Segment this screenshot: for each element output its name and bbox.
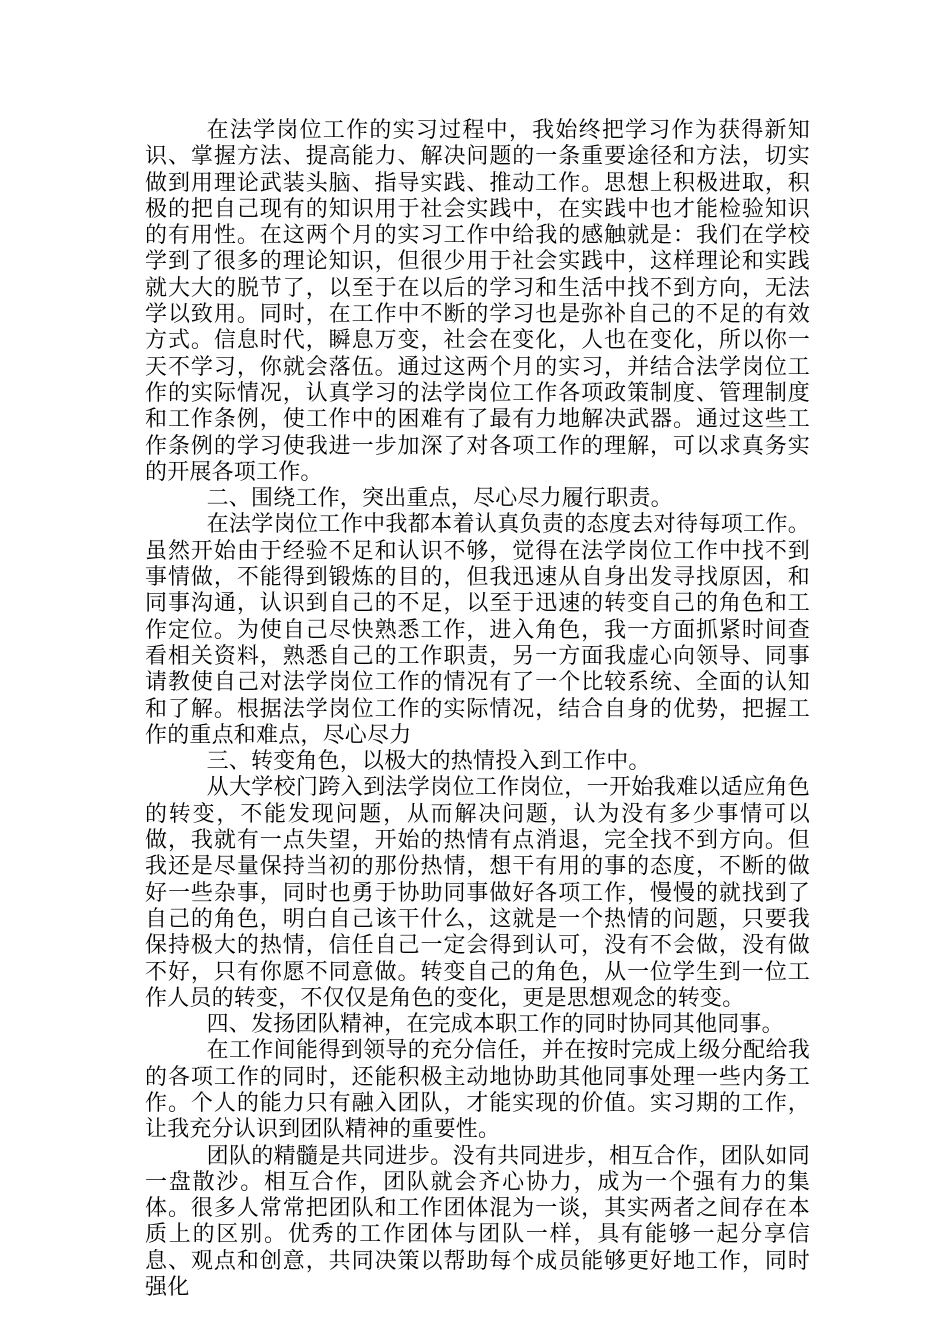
section-heading-3: 三、转变角色，以极大的热情投入到工作中。 xyxy=(206,749,651,775)
paragraph-team-essence: 团队的精髓是共同进步。没有共同进步，相互合作，团队如同一盘散沙。相互合作，团队就会齐心协力，成为一个强有力的集体。很多人常常把团队和工作团体混为一谈，其实两者之间存在本质上的区别。优秀的工作团体与团队一样，具有能够一起分享信息、观点和创意，共同决策以帮助每个成员能够更好地工作，同时强化 xyxy=(145,1143,810,1301)
paragraph-role-change: 从大学校门跨入到法学岗位工作岗位，一开始我难以适应角色的转变，不能发现问题，从而解决问题，认为没有多少事情可以做，我就有一点失望，开始的热情有点消退，完全找不到方向。但我还是尽量保持当初的那份热情，想干有用的事的态度，不断的做好一些杂事，同时也勇于协助同事做好各项工作，慢慢的就找到了自己的角色，明白自己该干什么，这就是一个热情的问题，只要我保持极大的热情，信任自己一定会得到认可，没有不会做，没有做不好，只有你愿不同意做。转变自己的角色，从一位学生到一位工作人员的转变，不仅仅是角色的变化，更是思想观念的转变。 xyxy=(145,775,810,1011)
paragraph-teamwork: 在工作间能得到领导的充分信任，并在按时完成上级分配给我的各项工作的同时，还能积极主动地协助其他同事处理一些内务工作。个人的能力只有融入团队，才能实现的价值。实习期的工作，让我充分认识到团队精神的重要性。 xyxy=(145,1038,810,1143)
section-heading-4: 四、发扬团队精神，在完成本职工作的同时协同其他同事。 xyxy=(206,1012,784,1038)
section-heading-2: 二、围绕工作，突出重点，尽心尽力履行职责。 xyxy=(206,486,673,512)
document-body xyxy=(145,118,810,1301)
paragraph-duties: 在法学岗位工作中我都本着认真负责的态度去对待每项工作。虽然开始由于经验不足和认识不够，觉得在法学岗位工作中找不到事情做，不能得到锻炼的目的，但我迅速从自身出发寻找原因，和同事沟通，认识到自己的不足，以至于迅速的转变自己的角色和工作定位。为使自己尽快熟悉工作，进入角色，我一方面抓紧时间查看相关资料，熟悉自己的工作职责，另一方面我虚心向领导、同事请教使自己对法学岗位工作的情况有了一个比较系统、全面的认知和了解。根据法学岗位工作的实际情况，结合自身的优势，把握工作的重点和难点，尽心尽力 xyxy=(145,512,810,748)
paragraph-learning: 在法学岗位工作的实习过程中，我始终把学习作为获得新知识、掌握方法、提高能力、解决问题的一条重要途径和方法，切实做到用理论武装头脑、指导实践、推动工作。思想上积极进取，积极的把自己现有的知识用于社会实践中，在实践中也才能检验知识的有用性。在这两个月的实习工作中给我的感触就是：我们在学校学到了很多的理论知识，但很少用于社会实践中，这样理论和实践就大大的脱节了，以至于在以后的学习和生活中找不到方向，无法学以致用。同时，在工作中不断的学习也是弥补自己的不足的有效方式。信息时代，瞬息万变，社会在变化，人也在变化，所以你一天不学习，你就会落伍。通过这两个月的实习，并结合法学岗位工作的实际情况，认真学习的法学岗位工作各项政策制度、管理制度和工作条例，使工作中的困难有了最有力地解决武器。通过这些工作条例的学习使我进一步加深了对各项工作的理解，可以求真务实的开展各项工作。 xyxy=(145,118,810,485)
